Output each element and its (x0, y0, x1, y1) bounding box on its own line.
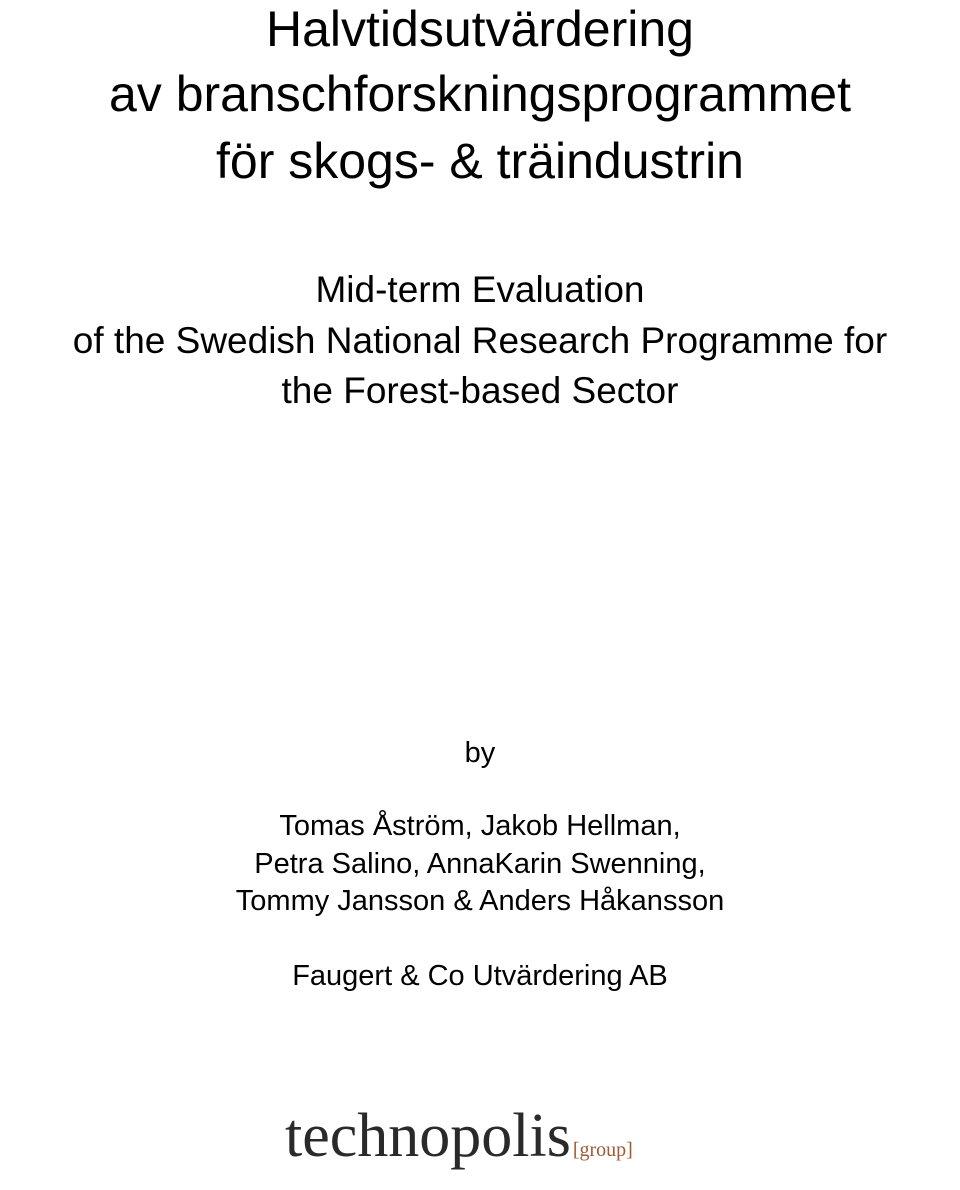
english-title-line-2: of the Swedish National Research Programme for (72, 320, 888, 361)
by-label: by (464, 737, 496, 769)
authors-line-3: Tommy Jansson & Anders Håkansson (235, 885, 725, 917)
logo-wordmark: technopolis (285, 1102, 571, 1170)
authors-line-2: Petra Salino, AnnaKarin Swenning, (254, 848, 706, 880)
organization-name: Faugert & Co Utvärdering AB (292, 960, 668, 992)
swedish-title-line-3: för skogs- & träindustrin (216, 133, 744, 189)
english-title-line-1: Mid-term Evaluation (315, 269, 645, 310)
logo-group-suffix: [group] (572, 1139, 633, 1161)
english-title-line-3: the Forest-based Sector (281, 370, 679, 411)
authors-line-1: Tomas Åström, Jakob Hellman, (279, 810, 681, 842)
technopolis-logo (285, 1102, 705, 1185)
swedish-title-line-1: Halvtidsutvärdering (266, 1, 694, 57)
swedish-title-line-2: av branschforskningsprogrammet (109, 66, 851, 122)
